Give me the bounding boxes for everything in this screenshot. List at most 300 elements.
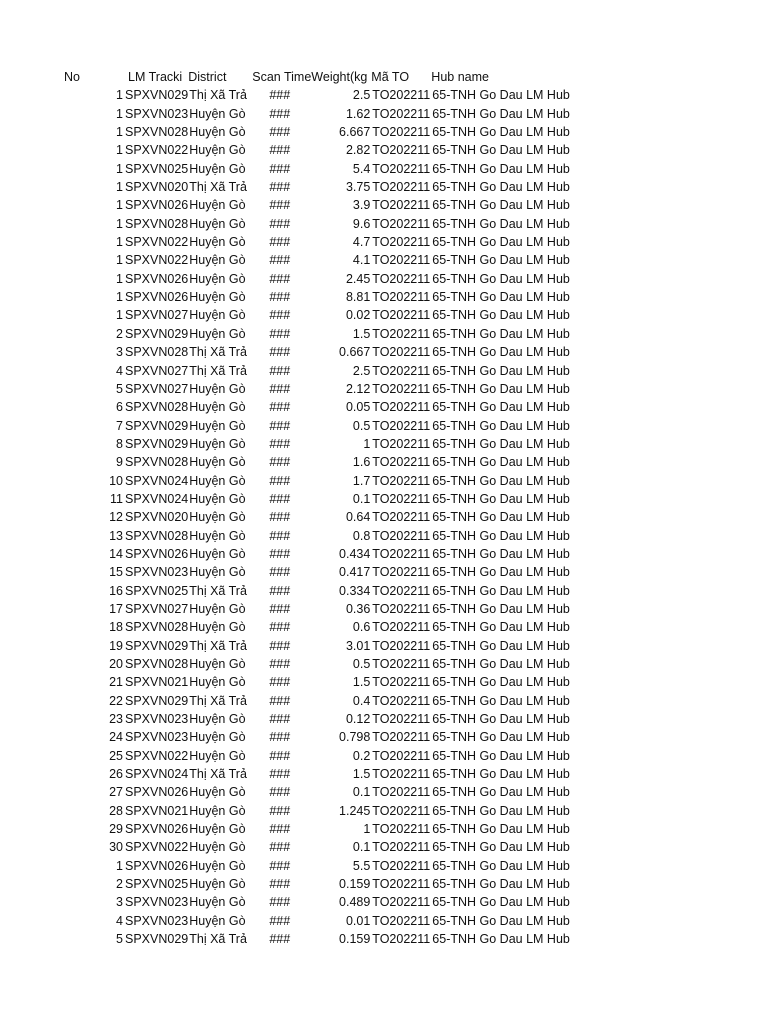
cell-no: 1: [116, 198, 123, 213]
cell-no: 19: [109, 638, 123, 653]
cell-district: Huyện Gò: [189, 528, 246, 543]
cell-weight: 0.489: [339, 895, 371, 910]
cell-scan-time: ###: [269, 785, 291, 800]
cell-ma-to: TO202211: [372, 363, 431, 378]
cell-tracking: SPXVN027: [125, 363, 189, 378]
cell-district: Huyện Gò: [189, 858, 246, 873]
cell-scan-time: ###: [269, 143, 291, 158]
cell-ma-to: TO202211: [372, 840, 431, 855]
header-no: No: [64, 70, 80, 84]
cell-tracking: SPXVN029: [125, 932, 189, 947]
cell-ma-to: TO202211: [372, 400, 431, 415]
table-row: [60, 600, 581, 618]
cell-tracking: SPXVN023: [125, 565, 189, 580]
cell-district: Huyện Gò: [189, 840, 246, 855]
cell-tracking: SPXVN024: [125, 473, 189, 488]
cell-district: Huyện Gò: [189, 198, 246, 213]
cell-weight: 2.5: [352, 88, 371, 103]
table-row: [60, 86, 581, 104]
cell-hub-name: 65-TNH Go Dau LM Hub: [432, 180, 570, 195]
cell-tracking: SPXVN029: [125, 638, 189, 653]
cell-ma-to: TO202211: [372, 326, 431, 341]
cell-no: 1: [116, 235, 123, 250]
table-row: [60, 215, 581, 233]
table-row: [60, 435, 581, 453]
cell-weight: 8.81: [345, 290, 371, 305]
cell-no: 20: [109, 657, 123, 671]
cell-hub-name: 65-TNH Go Dau LM Hub: [432, 822, 570, 837]
table-row: [60, 655, 581, 673]
cell-tracking: SPXVN028: [125, 620, 189, 635]
table-row: [60, 233, 581, 251]
cell-district: Huyện Gò: [189, 290, 246, 305]
cell-hub-name: 65-TNH Go Dau LM Hub: [432, 895, 570, 910]
cell-district: Thị Xã Trả: [189, 693, 247, 708]
cell-district: Huyện Gò: [189, 308, 246, 323]
cell-no: 12: [109, 510, 123, 525]
cell-weight: 9.6: [352, 216, 371, 231]
table-row: [60, 288, 581, 306]
cell-hub-name: 65-TNH Go Dau LM Hub: [432, 436, 570, 451]
cell-ma-to: TO202211: [372, 620, 431, 635]
cell-tracking: SPXVN029: [125, 418, 189, 433]
cell-ma-to: TO202211: [372, 528, 431, 543]
cell-weight: 2.45: [345, 271, 371, 286]
cell-hub-name: 65-TNH Go Dau LM Hub: [432, 730, 570, 745]
cell-hub-name: 65-TNH Go Dau LM Hub: [432, 638, 570, 653]
cell-district: Huyện Gò: [189, 253, 246, 268]
table-row: [60, 857, 581, 875]
cell-scan-time: ###: [269, 161, 291, 176]
table-row: [60, 398, 581, 416]
cell-district: Huyện Gò: [189, 400, 246, 415]
cell-ma-to: TO202211: [372, 271, 431, 286]
cell-weight: 1.5: [352, 326, 371, 341]
cell-scan-time: ###: [269, 913, 291, 928]
header-tracking: LM Tracki: [128, 70, 183, 84]
cell-hub-name: 65-TNH Go Dau LM Hub: [432, 253, 570, 268]
cell-weight: 0.1: [352, 785, 371, 800]
cell-district: Huyện Gò: [189, 473, 246, 488]
cell-no: 1: [116, 290, 123, 305]
table-row: [60, 637, 581, 655]
cell-scan-time: ###: [269, 491, 291, 506]
cell-ma-to: TO202211: [372, 913, 431, 928]
cell-no: 1: [116, 180, 123, 195]
cell-weight: 0.159: [339, 877, 371, 892]
cell-scan-time: ###: [269, 235, 291, 250]
cell-hub-name: 65-TNH Go Dau LM Hub: [432, 748, 570, 763]
cell-tracking: SPXVN027: [125, 601, 189, 616]
cell-scan-time: ###: [269, 216, 291, 231]
cell-tracking: SPXVN024: [125, 491, 189, 506]
cell-weight: 0.5: [352, 657, 371, 671]
cell-ma-to: TO202211: [372, 822, 431, 837]
table-row: [60, 251, 581, 269]
table-row: [60, 508, 581, 526]
cell-weight: 4.1: [352, 253, 371, 268]
cell-tracking: SPXVN028: [125, 400, 189, 415]
cell-tracking: SPXVN025: [125, 583, 189, 598]
cell-no: 28: [109, 803, 123, 818]
cell-ma-to: TO202211: [372, 125, 431, 140]
cell-weight: 0.64: [345, 510, 371, 525]
cell-tracking: SPXVN027: [125, 308, 189, 323]
cell-no: 2: [116, 877, 123, 892]
cell-weight: 1.5: [352, 767, 371, 782]
cell-district: Huyện Gò: [189, 822, 246, 837]
cell-weight: 2.12: [345, 381, 371, 396]
cell-district: Thị Xã Trả: [189, 88, 247, 103]
cell-ma-to: TO202211: [372, 785, 431, 800]
cell-scan-time: ###: [269, 583, 291, 598]
cell-district: Huyện Gò: [189, 712, 246, 727]
cell-ma-to: TO202211: [372, 473, 431, 488]
cell-no: 1: [116, 216, 123, 231]
table-row: [60, 802, 581, 820]
cell-ma-to: TO202211: [372, 290, 431, 305]
cell-scan-time: ###: [269, 932, 291, 947]
cell-ma-to: TO202211: [372, 88, 431, 103]
cell-ma-to: TO202211: [372, 216, 431, 231]
cell-weight: 0.434: [339, 546, 371, 561]
cell-scan-time: ###: [269, 290, 291, 305]
cell-district: Huyện Gò: [189, 748, 246, 763]
cell-hub-name: 65-TNH Go Dau LM Hub: [432, 932, 570, 947]
cell-no: 26: [109, 767, 123, 782]
table-row: [60, 527, 581, 545]
table-row: [60, 343, 581, 361]
cell-scan-time: ###: [269, 455, 291, 470]
cell-scan-time: ###: [269, 400, 291, 415]
cell-district: Thị Xã Trả: [189, 583, 247, 598]
table-row: [60, 417, 581, 435]
cell-ma-to: TO202211: [372, 418, 431, 433]
table-row: [60, 563, 581, 581]
cell-scan-time: ###: [269, 271, 291, 286]
cell-district: Thị Xã Trả: [189, 363, 247, 378]
cell-no: 10: [109, 473, 123, 488]
cell-ma-to: TO202211: [372, 143, 431, 158]
cell-hub-name: 65-TNH Go Dau LM Hub: [432, 675, 570, 690]
cell-weight: 0.6: [352, 620, 371, 635]
cell-hub-name: 65-TNH Go Dau LM Hub: [432, 491, 570, 506]
table-row: [60, 710, 581, 728]
cell-district: Huyện Gò: [189, 491, 246, 506]
cell-weight: 5.4: [352, 161, 371, 176]
header-ma-to: Mã TO: [371, 70, 410, 84]
cell-no: 1: [116, 858, 123, 873]
cell-scan-time: ###: [269, 106, 291, 121]
cell-tracking: SPXVN022: [125, 748, 189, 763]
cell-weight: 4.7: [352, 235, 371, 250]
cell-ma-to: TO202211: [372, 657, 431, 671]
cell-district: Huyện Gò: [189, 601, 246, 616]
cell-district: Huyện Gò: [189, 381, 246, 396]
cell-hub-name: 65-TNH Go Dau LM Hub: [432, 546, 570, 561]
cell-tracking: SPXVN024: [125, 767, 189, 782]
table-row: [60, 160, 581, 178]
cell-no: 5: [116, 381, 123, 396]
table-row: [60, 105, 581, 123]
cell-no: 13: [109, 528, 123, 543]
cell-district: Huyện Gò: [189, 235, 246, 250]
table-row: [60, 912, 581, 930]
header-scan-time: Scan Time: [252, 70, 312, 84]
cell-scan-time: ###: [269, 88, 291, 103]
cell-ma-to: TO202211: [372, 546, 431, 561]
cell-hub-name: 65-TNH Go Dau LM Hub: [432, 693, 570, 708]
cell-weight: 0.01: [345, 913, 371, 928]
cell-scan-time: ###: [269, 895, 291, 910]
cell-no: 1: [116, 161, 123, 176]
cell-no: 24: [109, 730, 123, 745]
table-row: [60, 141, 581, 159]
cell-ma-to: TO202211: [372, 180, 431, 195]
cell-no: 25: [109, 748, 123, 763]
table-row: [60, 545, 581, 563]
cell-district: Huyện Gò: [189, 895, 246, 910]
cell-tracking: SPXVN026: [125, 546, 189, 561]
cell-hub-name: 65-TNH Go Dau LM Hub: [432, 510, 570, 525]
cell-district: Huyện Gò: [189, 510, 246, 525]
cell-ma-to: TO202211: [372, 767, 431, 782]
cell-scan-time: ###: [269, 345, 291, 360]
cell-weight: 0.798: [339, 730, 371, 745]
cell-tracking: SPXVN025: [125, 877, 189, 892]
cell-ma-to: TO202211: [372, 638, 431, 653]
cell-weight: 0.1: [352, 840, 371, 855]
cell-no: 14: [109, 546, 123, 561]
cell-hub-name: 65-TNH Go Dau LM Hub: [432, 290, 570, 305]
cell-tracking: SPXVN029: [125, 693, 189, 708]
header-hub-name: Hub name: [431, 70, 489, 84]
cell-weight: 2.5: [352, 363, 371, 378]
table-row: [60, 838, 581, 856]
cell-no: 1: [116, 125, 123, 140]
cell-hub-name: 65-TNH Go Dau LM Hub: [432, 583, 570, 598]
cell-hub-name: 65-TNH Go Dau LM Hub: [432, 326, 570, 341]
cell-tracking: SPXVN028: [125, 216, 189, 231]
cell-district: Huyện Gò: [189, 455, 246, 470]
cell-no: 23: [109, 712, 123, 727]
cell-scan-time: ###: [269, 326, 291, 341]
cell-district: Huyện Gò: [189, 620, 246, 635]
cell-no: 1: [116, 88, 123, 103]
table-row: [60, 692, 581, 710]
cell-ma-to: TO202211: [372, 583, 431, 598]
cell-tracking: SPXVN023: [125, 106, 189, 121]
cell-tracking: SPXVN023: [125, 913, 189, 928]
cell-district: Huyện Gò: [189, 216, 246, 231]
cell-district: Huyện Gò: [189, 657, 246, 671]
cell-hub-name: 65-TNH Go Dau LM Hub: [432, 345, 570, 360]
cell-district: Thị Xã Trả: [189, 180, 247, 195]
cell-hub-name: 65-TNH Go Dau LM Hub: [432, 455, 570, 470]
cell-weight: 1.7: [352, 473, 371, 488]
cell-tracking: SPXVN022: [125, 143, 189, 158]
cell-scan-time: ###: [269, 675, 291, 690]
table-row: [60, 325, 581, 343]
cell-no: 7: [116, 418, 123, 433]
cell-no: 22: [109, 693, 123, 708]
cell-weight: 0.1: [352, 491, 371, 506]
cell-weight: 1.62: [345, 106, 371, 121]
table-row: [60, 747, 581, 765]
cell-no: 21: [109, 675, 123, 690]
table-row: [60, 453, 581, 471]
cell-scan-time: ###: [269, 546, 291, 561]
cell-no: 16: [109, 583, 123, 598]
cell-hub-name: 65-TNH Go Dau LM Hub: [432, 198, 570, 213]
cell-ma-to: TO202211: [372, 161, 431, 176]
cell-weight: 0.159: [339, 932, 371, 947]
table-row: [60, 728, 581, 746]
cell-ma-to: TO202211: [372, 565, 431, 580]
cell-weight: 0.5: [352, 418, 371, 433]
cell-tracking: SPXVN028: [125, 528, 189, 543]
cell-hub-name: 65-TNH Go Dau LM Hub: [432, 913, 570, 928]
table-row: [60, 582, 581, 600]
cell-district: Huyện Gò: [189, 565, 246, 580]
cell-ma-to: TO202211: [372, 748, 431, 763]
cell-no: 4: [116, 913, 123, 928]
cell-ma-to: TO202211: [372, 436, 431, 451]
cell-weight: 2.82: [345, 143, 371, 158]
cell-hub-name: 65-TNH Go Dau LM Hub: [432, 143, 570, 158]
table-row: [60, 783, 581, 801]
cell-tracking: SPXVN023: [125, 895, 189, 910]
cell-weight: 0.667: [339, 345, 371, 360]
cell-hub-name: 65-TNH Go Dau LM Hub: [432, 785, 570, 800]
cell-scan-time: ###: [269, 528, 291, 543]
cell-no: 17: [109, 601, 123, 616]
cell-tracking: SPXVN026: [125, 290, 189, 305]
cell-ma-to: TO202211: [372, 510, 431, 525]
cell-hub-name: 65-TNH Go Dau LM Hub: [432, 473, 570, 488]
table-row: [60, 490, 581, 508]
cell-no: 3: [116, 895, 123, 910]
header-district: District: [188, 70, 227, 84]
cell-hub-name: 65-TNH Go Dau LM Hub: [432, 528, 570, 543]
cell-tracking: SPXVN026: [125, 822, 189, 837]
cell-district: Huyện Gò: [189, 161, 246, 176]
cell-ma-to: TO202211: [372, 253, 431, 268]
cell-scan-time: ###: [269, 601, 291, 616]
table-row: [60, 380, 581, 398]
cell-district: Huyện Gò: [189, 436, 246, 451]
cell-ma-to: TO202211: [372, 895, 431, 910]
cell-hub-name: 65-TNH Go Dau LM Hub: [432, 620, 570, 635]
cell-scan-time: ###: [269, 308, 291, 323]
cell-tracking: SPXVN020: [125, 180, 189, 195]
cell-district: Thị Xã Trả: [189, 345, 247, 360]
cell-scan-time: ###: [269, 565, 291, 580]
cell-weight: 0.12: [345, 712, 371, 727]
cell-scan-time: ###: [269, 748, 291, 763]
cell-scan-time: ###: [269, 180, 291, 195]
cell-scan-time: ###: [269, 436, 291, 451]
cell-scan-time: ###: [269, 803, 291, 818]
cell-scan-time: ###: [269, 822, 291, 837]
cell-weight: 0.4: [352, 693, 371, 708]
cell-scan-time: ###: [269, 767, 291, 782]
cell-tracking: SPXVN026: [125, 858, 189, 873]
cell-ma-to: TO202211: [372, 803, 431, 818]
cell-district: Thị Xã Trả: [189, 638, 247, 653]
cell-hub-name: 65-TNH Go Dau LM Hub: [432, 271, 570, 286]
cell-tracking: SPXVN022: [125, 253, 189, 268]
cell-district: Huyện Gò: [189, 326, 246, 341]
cell-district: Huyện Gò: [189, 271, 246, 286]
shipment-table: [60, 68, 581, 949]
cell-weight: 1.245: [339, 803, 371, 818]
cell-scan-time: ###: [269, 418, 291, 433]
table-row: [60, 270, 581, 288]
cell-no: 1: [116, 106, 123, 121]
cell-district: Huyện Gò: [189, 143, 246, 158]
cell-hub-name: 65-TNH Go Dau LM Hub: [432, 657, 570, 671]
cell-district: Huyện Gò: [189, 877, 246, 892]
cell-ma-to: TO202211: [372, 491, 431, 506]
cell-ma-to: TO202211: [372, 455, 431, 470]
cell-tracking: SPXVN028: [125, 125, 189, 140]
cell-scan-time: ###: [269, 858, 291, 873]
cell-scan-time: ###: [269, 840, 291, 855]
cell-weight: 0.417: [339, 565, 371, 580]
cell-weight: 1: [363, 436, 371, 451]
cell-tracking: SPXVN028: [125, 345, 189, 360]
cell-no: 1: [116, 308, 123, 323]
cell-no: 2: [116, 326, 123, 341]
cell-tracking: SPXVN029: [125, 88, 189, 103]
cell-hub-name: 65-TNH Go Dau LM Hub: [432, 106, 570, 121]
table-row: [60, 472, 581, 490]
cell-no: 3: [116, 345, 123, 360]
cell-no: 6: [116, 400, 123, 415]
cell-weight: 0.02: [345, 308, 371, 323]
cell-district: Huyện Gò: [189, 803, 246, 818]
table-row: [60, 123, 581, 141]
cell-scan-time: ###: [269, 693, 291, 708]
table-row: [60, 820, 581, 838]
cell-weight: 1.6: [352, 455, 371, 470]
cell-ma-to: TO202211: [372, 308, 431, 323]
cell-district: Huyện Gò: [189, 785, 246, 800]
cell-tracking: SPXVN028: [125, 657, 189, 671]
cell-district: Huyện Gò: [189, 125, 246, 140]
cell-weight: 6.667: [339, 125, 371, 140]
cell-district: Huyện Gò: [189, 913, 246, 928]
cell-tracking: SPXVN021: [125, 803, 189, 818]
cell-weight: 3.75: [345, 180, 371, 195]
cell-no: 1: [116, 253, 123, 268]
cell-scan-time: ###: [269, 712, 291, 727]
cell-weight: 1: [363, 822, 371, 837]
cell-tracking: SPXVN023: [125, 712, 189, 727]
cell-ma-to: TO202211: [372, 381, 431, 396]
cell-hub-name: 65-TNH Go Dau LM Hub: [432, 803, 570, 818]
cell-scan-time: ###: [269, 877, 291, 892]
cell-scan-time: ###: [269, 125, 291, 140]
cell-ma-to: TO202211: [372, 858, 431, 873]
table-row: [60, 618, 581, 636]
cell-tracking: SPXVN028: [125, 455, 189, 470]
cell-tracking: SPXVN023: [125, 730, 189, 745]
cell-district: Huyện Gò: [189, 106, 246, 121]
table-row: [60, 673, 581, 691]
cell-no: 1: [116, 143, 123, 158]
